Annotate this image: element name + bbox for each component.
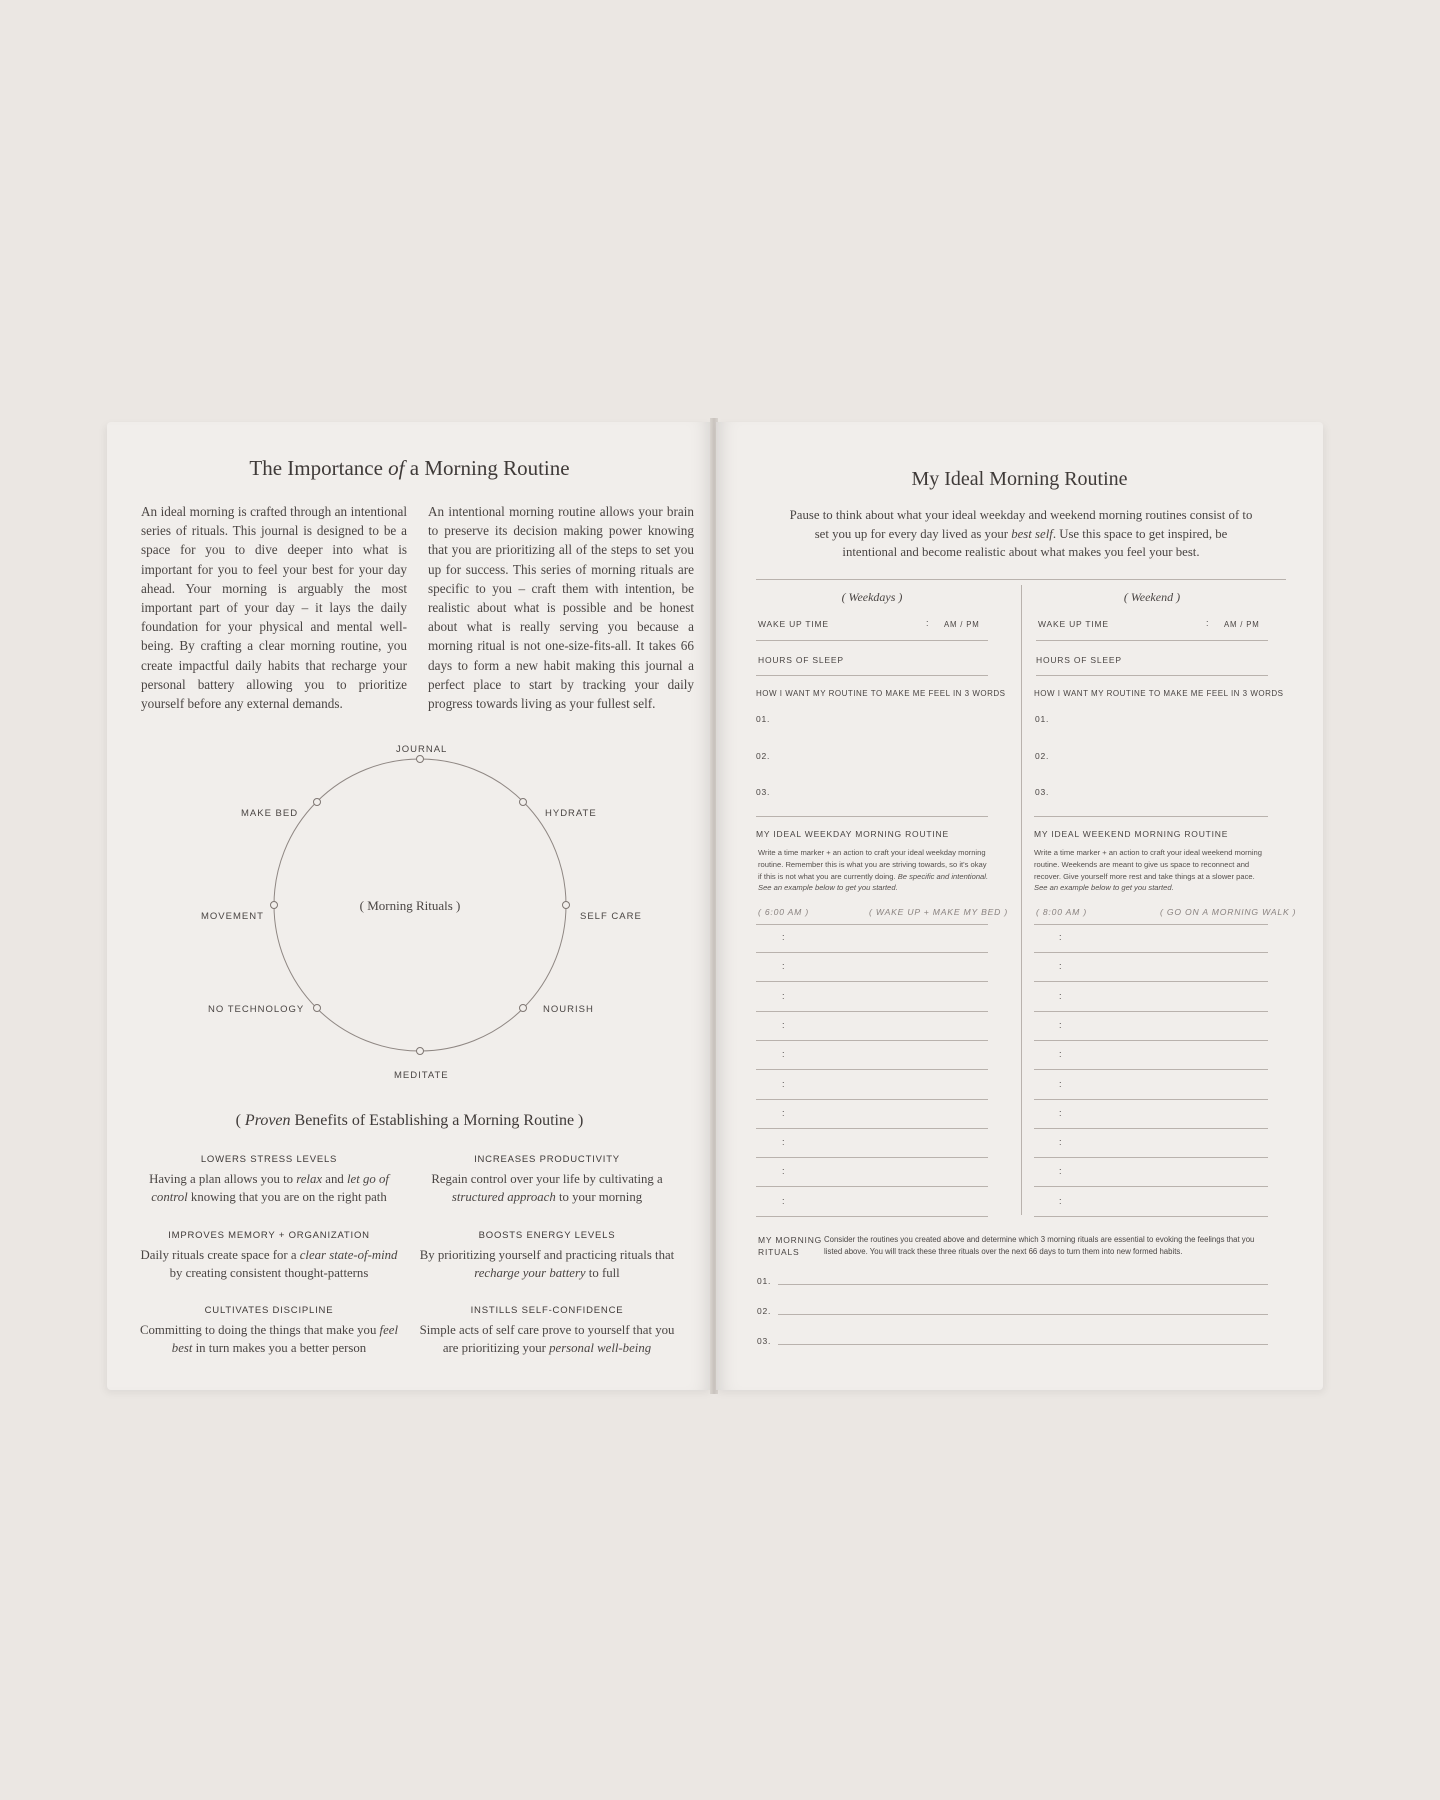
routine-entry-line[interactable] — [1034, 1099, 1268, 1100]
right-page-title: My Ideal Morning Routine — [911, 468, 1128, 490]
ritual-nourish-label: NOURISH — [543, 1004, 594, 1015]
description-part: Write a time marker + an action to craft your ideal weekday morning routine. Remember this is what you are striving towards, so it's okay if this is not what you are currently doing. — [758, 848, 987, 881]
benefit-heading: CULTIVATES DISCIPLINE — [204, 1305, 334, 1316]
left-page — [107, 422, 712, 1390]
benefit-text-part: knowing that you are on the right path — [187, 1190, 387, 1204]
weekday-routine-label: MY IDEAL WEEKDAY MORNING ROUTINE — [756, 829, 949, 839]
description-italic: Be specific and intentional. See an example below to get you started. — [758, 871, 989, 893]
right-page — [716, 422, 1323, 1390]
benefit-item — [417, 1230, 677, 1282]
ritual-node — [271, 902, 278, 909]
routine-entry-line[interactable] — [1034, 1157, 1268, 1158]
benefit-text-part: By prioritizing yourself and practicing rituals that — [419, 1248, 675, 1262]
weekend-routine-description — [1034, 847, 1266, 894]
routine-line[interactable] — [1034, 924, 1268, 925]
column-divider — [1021, 585, 1022, 1215]
field-line[interactable] — [1036, 640, 1268, 641]
morning-rituals-description: Consider the routines you created above and determine which 3 morning rituals are essential to evoking the feelings that you listed above. You will track these three rituals over the next 66 days to turn them into new formed habits. — [824, 1235, 1255, 1256]
feel-words-label: HOW I WANT MY ROUTINE TO MAKE ME FEEL IN 3 WORDS — [1034, 689, 1284, 698]
benefit-text-part: Daily rituals create space for a — [140, 1248, 300, 1262]
routine-time-colon: : — [782, 990, 785, 1001]
morning-rituals-label: MY MORNING — [758, 1235, 823, 1245]
ritual-node — [417, 756, 424, 763]
benefit-text-italic: recharge your battery — [474, 1266, 586, 1280]
ritual-journal-label: JOURNAL — [396, 744, 448, 755]
routine-line[interactable] — [756, 924, 988, 925]
feel-word-number: 03. — [756, 787, 771, 797]
routine-time-colon: : — [782, 1078, 785, 1089]
benefits-title — [107, 1112, 712, 1130]
example-action: ( GO ON A MORNING WALK ) — [1160, 907, 1297, 917]
ritual-node — [520, 799, 527, 806]
intro-part: Pause to think about what your ideal weekday and weekend morning routines consist of to set you up for every day lived as your — [789, 508, 1253, 541]
benefit-heading: INCREASES PRODUCTIVITY — [474, 1154, 620, 1165]
routine-entry-line[interactable] — [756, 1128, 988, 1129]
benefit-item — [139, 1305, 399, 1357]
benefit-text — [417, 1170, 677, 1206]
benefit-text — [417, 1246, 677, 1282]
routine-entry-line[interactable] — [1034, 1128, 1268, 1129]
routine-time-colon: : — [782, 1019, 785, 1030]
benefit-item — [139, 1230, 399, 1282]
routine-time-colon: : — [782, 1195, 785, 1206]
benefit-item — [417, 1305, 677, 1357]
routine-time-colon: : — [782, 1137, 785, 1148]
hours-of-sleep-label: HOURS OF SLEEP — [1036, 655, 1122, 665]
routine-entry-line[interactable] — [756, 1069, 988, 1070]
feel-word-number: 01. — [756, 714, 771, 724]
routine-time-colon: : — [1059, 1166, 1062, 1177]
feel-word-number: 02. — [1035, 751, 1050, 761]
example-time: ( 8:00 AM ) — [1036, 907, 1087, 917]
routine-time-colon: : — [1059, 1195, 1062, 1206]
example-action: ( WAKE UP + MAKE MY BED ) — [869, 907, 1008, 917]
benefit-text-italic: personal well-being — [549, 1341, 652, 1355]
right-page-intro — [786, 506, 1256, 562]
benefit-text-italic: let go of control — [151, 1172, 389, 1204]
description-part: Write a time marker + an action to craft your ideal weekend morning routine. Weekends are meant to give us space to reconnect and recover. Give yourself more rest and take things at a slower pace. — [1034, 848, 1262, 881]
morning-rituals-label: RITUALS — [758, 1247, 800, 1257]
routine-entry-line[interactable] — [1034, 1011, 1268, 1012]
ritual-node — [520, 1005, 527, 1012]
routine-entry-line[interactable] — [756, 1216, 988, 1217]
routine-entry-line[interactable] — [1034, 1069, 1268, 1070]
routine-time-colon: : — [782, 1166, 785, 1177]
benefits-title-part: Benefits of Establishing a Morning Routine ) — [290, 1112, 584, 1129]
benefit-text-part: and — [322, 1172, 347, 1186]
title-italic: of — [388, 456, 405, 480]
benefit-text — [139, 1170, 399, 1206]
benefit-text-part: Regain control over your life by cultivating a — [431, 1172, 663, 1186]
routine-time-colon: : — [782, 932, 785, 942]
ritual-node — [314, 799, 321, 806]
weekdays-heading: ( Weekdays ) — [841, 590, 903, 604]
benefit-text — [139, 1246, 399, 1282]
circle-center-label: ( Morning Rituals ) — [359, 898, 461, 913]
title-part: The Importance — [249, 456, 389, 480]
feel-word-number: 03. — [1035, 787, 1050, 797]
ritual-node — [314, 1005, 321, 1012]
routine-time-colon: : — [782, 1107, 785, 1118]
benefit-item — [417, 1154, 677, 1206]
feel-words-label: HOW I WANT MY ROUTINE TO MAKE ME FEEL IN 3 WORDS — [756, 689, 1006, 698]
weekday-routine-description — [758, 847, 990, 894]
ritual-number: 02. — [757, 1306, 772, 1316]
intro-part: . Use this space to get inspired, be intentional and become realistic about what makes you feel your best. — [842, 526, 1228, 559]
intro-italic: best self — [1011, 526, 1053, 541]
ritual-line[interactable] — [778, 1314, 1268, 1315]
ritual-self-care-label: SELF CARE — [580, 911, 642, 922]
feel-word-number: 02. — [756, 751, 771, 761]
hours-of-sleep-label: HOURS OF SLEEP — [758, 655, 844, 665]
routine-entry-line[interactable] — [756, 1186, 988, 1187]
ritual-number: 01. — [757, 1276, 772, 1286]
routine-time-colon: : — [1059, 1078, 1062, 1089]
time-colon: : — [926, 618, 929, 628]
weekend-heading: ( Weekend ) — [1123, 590, 1181, 604]
intro-column-2: An intentional morning routine allows your brain to preserve its decision making power knowing that you are prioritizing all of the steps to set you up for success. This series of morning rituals are specific to you – craft them with intention, be realistic about what is possible and be honest about what is really serving you because a morning ritual is not one-size-fits-all. It takes 66 days to form a new habit making this journal a perfect place to start by tracking your daily progress towards living as your fullest self. — [428, 504, 694, 712]
routine-entry-line[interactable] — [756, 1157, 988, 1158]
benefit-heading: INSTILLS SELF-CONFIDENCE — [470, 1305, 624, 1316]
ritual-line[interactable] — [778, 1344, 1268, 1345]
routine-time-colon: : — [782, 1049, 785, 1060]
benefit-item — [139, 1154, 399, 1206]
benefit-text-part: to your morning — [555, 1190, 643, 1204]
routine-time-colon: : — [782, 961, 785, 972]
benefit-text-italic: structured approach — [451, 1190, 556, 1204]
title-part: a Morning Routine — [404, 456, 570, 480]
ritual-movement-label: MOVEMENT — [201, 911, 264, 922]
left-page-title — [107, 456, 712, 481]
routine-time-colon: : — [1059, 1049, 1062, 1060]
routine-entry-line[interactable] — [1034, 1040, 1268, 1041]
benefit-text-part: in turn makes you a better person — [192, 1341, 367, 1355]
ritual-make-bed-label: MAKE BED — [241, 808, 299, 819]
benefit-text-part: Simple acts of self care prove to yourself that you are prioritizing your — [419, 1323, 675, 1355]
am-pm-label: AM / PM — [944, 620, 980, 629]
routine-entry-line[interactable] — [756, 1040, 988, 1041]
divider — [756, 579, 1286, 580]
benefit-text — [417, 1321, 677, 1357]
field-line[interactable] — [756, 675, 988, 676]
description-italic: See an example below to get you started. — [1034, 883, 1174, 893]
benefit-text — [139, 1321, 399, 1357]
routine-time-colon: : — [1059, 932, 1062, 942]
routine-entry-line[interactable] — [756, 981, 988, 982]
time-colon: : — [1206, 618, 1209, 628]
open-journal — [107, 422, 1323, 1390]
routine-time-colon: : — [1059, 1137, 1062, 1148]
ritual-number: 03. — [757, 1336, 772, 1346]
routine-entry-line[interactable] — [1034, 1186, 1268, 1187]
benefits-title-italic: Proven — [244, 1112, 291, 1129]
ritual-hydrate-label: HYDRATE — [545, 808, 597, 819]
example-time: ( 6:00 AM ) — [758, 907, 809, 917]
intro-column-1: An ideal morning is crafted through an intentional series of rituals. This journal is designed to be a space for you to dive deeper into what is important for you to feel your best for your day ahead. Your morning is arguably the most important part of your day – it lays the daily foundation for your physical and mental well-being. By crafting a clear morning routine, you create impactful daily habits that recharge your personal battery allowing you to prioritize yourself before any external demands. — [141, 504, 407, 712]
benefit-text-part: Having a plan allows you to — [149, 1172, 297, 1186]
benefit-text-part: to full — [585, 1266, 620, 1280]
ritual-node — [563, 902, 570, 909]
benefit-text-italic: clear state-of-mind — [299, 1248, 398, 1262]
wake-up-time-label: WAKE UP TIME — [1038, 619, 1109, 629]
benefit-heading: IMPROVES MEMORY + ORGANIZATION — [168, 1230, 370, 1241]
ritual-no-technology-label: NO TECHNOLOGY — [208, 1004, 305, 1015]
ritual-meditate-label: MEDITATE — [394, 1070, 449, 1081]
routine-entry-line[interactable] — [1034, 1216, 1268, 1217]
wake-up-time-label: WAKE UP TIME — [758, 619, 829, 629]
routine-entry-line[interactable] — [756, 1099, 988, 1100]
benefit-heading: BOOSTS ENERGY LEVELS — [478, 1230, 616, 1241]
benefit-text-italic: feel best — [171, 1323, 399, 1355]
weekend-routine-label: MY IDEAL WEEKEND MORNING ROUTINE — [1034, 829, 1229, 839]
field-line[interactable] — [1036, 675, 1268, 676]
benefit-text-italic: relax — [296, 1172, 323, 1186]
divider — [1034, 816, 1268, 817]
routine-time-colon: : — [1059, 1107, 1062, 1118]
field-line[interactable] — [756, 640, 988, 641]
benefits-title-part: ( — [235, 1112, 245, 1129]
benefit-heading: LOWERS STRESS LEVELS — [200, 1154, 338, 1165]
ritual-line[interactable] — [778, 1284, 1268, 1285]
routine-entry-line[interactable] — [756, 952, 988, 953]
feel-word-number: 01. — [1035, 714, 1050, 724]
am-pm-label: AM / PM — [1224, 620, 1260, 629]
ritual-node — [417, 1048, 424, 1055]
routine-time-colon: : — [1059, 961, 1062, 972]
routine-entry-line[interactable] — [1034, 952, 1268, 953]
routine-time-colon: : — [1059, 990, 1062, 1001]
routine-entry-line[interactable] — [756, 1011, 988, 1012]
benefit-text-part: by creating consistent thought-patterns — [169, 1266, 369, 1280]
routine-time-colon: : — [1059, 1019, 1062, 1030]
divider — [756, 816, 988, 817]
benefit-text-part: Committing to doing the things that make you — [139, 1323, 380, 1337]
routine-entry-line[interactable] — [1034, 981, 1268, 982]
